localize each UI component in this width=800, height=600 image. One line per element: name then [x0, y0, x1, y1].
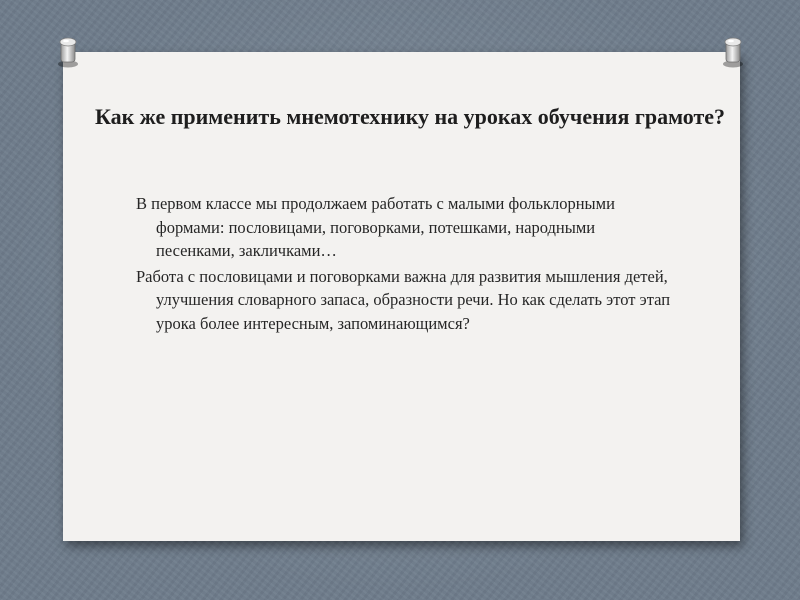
slide-title: Как же применить мнемотехнику на уроках обучения грамоте? — [94, 104, 726, 129]
body-paragraph: В первом классе мы продолжаем работать с малыми фольклорными формами: пословицами, поговорками, потешками, народными песенками, закличками… — [136, 194, 615, 260]
pushpin-icon — [721, 36, 745, 68]
pushpin-icon — [56, 36, 80, 68]
body-paragraph: Работа с пословицами и поговорками важна для развития мышления детей, улучшения словарного запаса, образности речи. Но как сделать этот этап урока более интересным, запоминающимся? — [136, 266, 671, 333]
slide-body — [136, 192, 676, 337]
